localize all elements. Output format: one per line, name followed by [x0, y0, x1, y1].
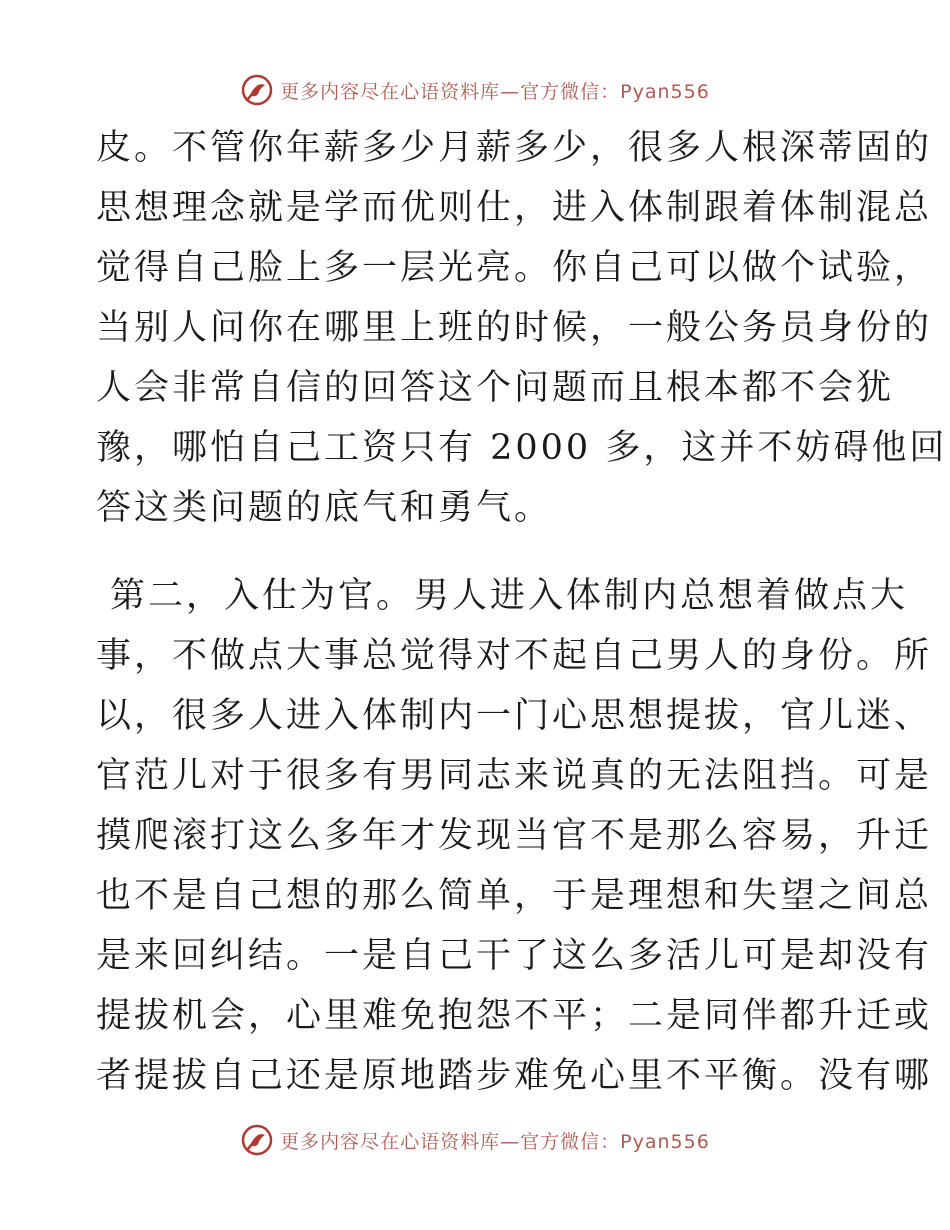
header-banner: [0, 70, 950, 110]
text-line: 也不是自己想的那么简单，于是理想和失望之间总: [96, 876, 933, 916]
document-body: [96, 118, 948, 1106]
text-line: 觉得自己脸上多一层光亮。你自己可以做个试验，: [96, 248, 933, 288]
text-line: 人会非常自信的回答这个问题而且根本都不会犹: [96, 368, 895, 408]
text-line: 摸爬滚打这么多年才发现当官不是那么容易，升迁: [96, 816, 933, 856]
text-line: 官范儿对于很多有男同志来说真的无法阻挡。可是: [96, 756, 933, 796]
text-line: 事，不做点大事总觉得对不起自己男人的身份。所: [96, 636, 933, 676]
banner-text: 更多内容尽在心语资料库—官方微信：Pyan556: [280, 80, 710, 103]
logo-icon: [240, 73, 274, 107]
text-line: 提拔机会，心里难免抱怨不平；二是同伴都升迁或: [96, 996, 933, 1036]
text-line: 以，很多人进入体制内一门心思想提拔，官儿迷、: [96, 696, 933, 736]
text-line: 豫，哪怕自己工资只有 2000 多，这并不妨碍他回: [96, 428, 948, 468]
text-line: 者提拔自己还是原地踏步难免心里不平衡。没有哪: [96, 1056, 933, 1096]
paragraph-1: [96, 118, 948, 538]
logo-icon: [240, 1123, 274, 1157]
paragraph-2: [96, 566, 933, 1106]
text-line: 当别人问你在哪里上班的时候，一般公务员身份的: [96, 308, 933, 348]
text-line: 皮。不管你年薪多少月薪多少，很多人根深蒂固的: [96, 128, 933, 168]
text-line: 第二，入仕为官。男人进入体制内总想着做点大: [110, 576, 909, 616]
text-line: 答这类问题的底气和勇气。: [96, 488, 553, 528]
footer-banner: [0, 1120, 950, 1160]
text-line: 是来回纠结。一是自己干了这么多活儿可是却没有: [96, 936, 933, 976]
banner-text: 更多内容尽在心语资料库—官方微信：Pyan556: [280, 1130, 710, 1153]
text-line: 思想理念就是学而优则仕，进入体制跟着体制混总: [96, 188, 933, 228]
